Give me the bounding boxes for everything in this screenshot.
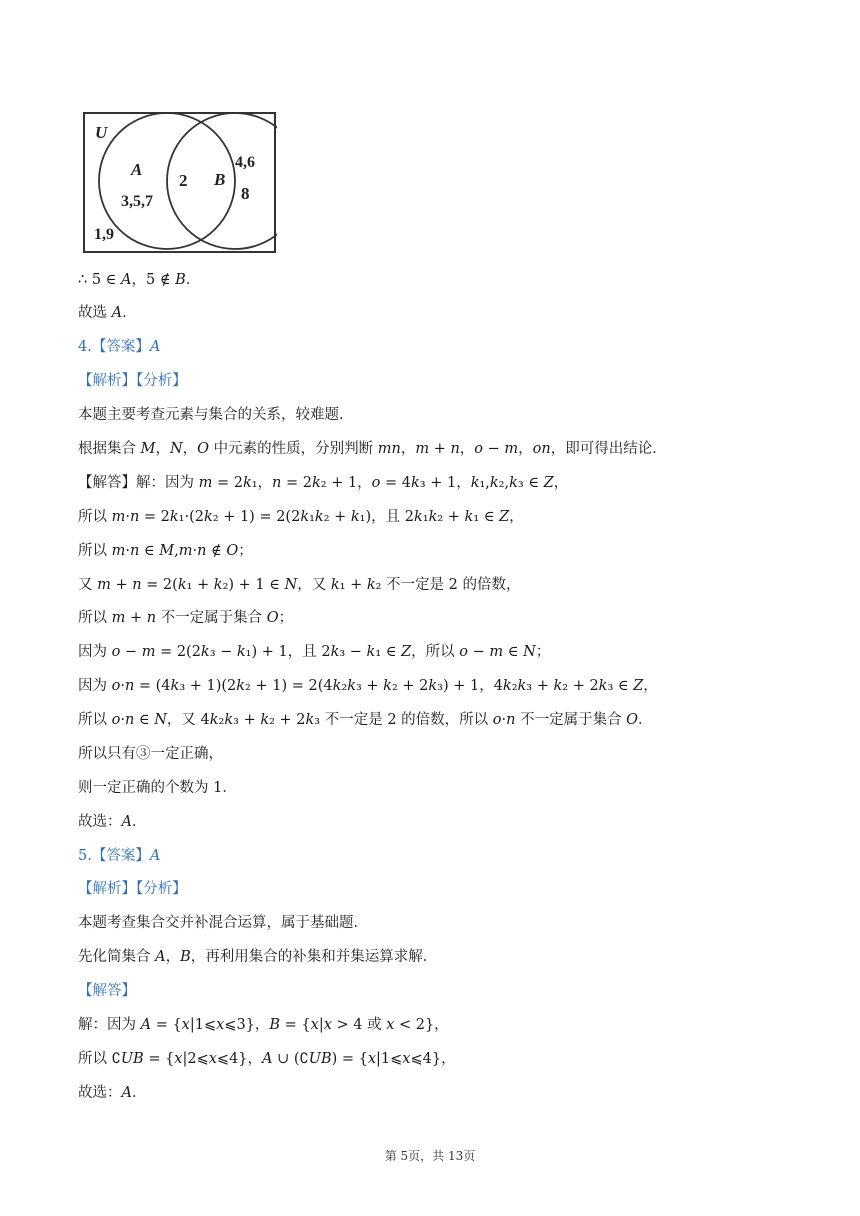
text-line: 所以只有③一定正确， <box>78 746 223 762</box>
text-line: 故选：𝐴． <box>78 814 147 830</box>
solution-heading: 【解答】 <box>78 983 136 999</box>
analysis-heading: 【解析】【分析】 <box>78 881 187 897</box>
text-line: 所以 𝑚·𝑛 ∈ 𝑀,𝑚·𝑛 ∉ 𝑂； <box>78 543 253 559</box>
text-line: 因为 𝑜·𝑛 = (4𝑘₃ + 1)(2𝑘₂ + 1) = 2(4𝑘₂𝑘₃ + 𝑘₂ + 2𝑘₃) + 1，4𝑘₂𝑘₃ + 𝑘₂ + 2𝑘₃ ∈ 𝑍， <box>78 678 658 694</box>
text-line: 所以 𝑚 + 𝑛 不一定属于集合 𝑂； <box>78 610 294 626</box>
text-line: 又 𝑚 + 𝑛 = 2(𝑘₁ + 𝑘₂) + 1 ∈ 𝑁，又 𝑘₁ + 𝑘₂ 不一定是 2 的倍数， <box>78 577 521 593</box>
venn-diagram <box>83 112 277 254</box>
text-line: 所以 𝑚·𝑛 = 2𝑘₁·(2𝑘₂ + 1) = 2(2𝑘₁𝑘₂ + 𝑘₁)，且 2𝑘₁𝑘₂ + 𝑘₁ ∈ 𝑍， <box>78 509 524 525</box>
set-b-only-elements-bottom: 8 <box>241 184 250 203</box>
text-line: 【解答】解：因为 𝑚 = 2𝑘₁，𝑛 = 2𝑘₂ + 1，𝑜 = 4𝑘₃ + 1，𝑘₁,𝑘₂,𝑘₃ ∈ 𝑍， <box>78 475 569 491</box>
text-line: 则一定正确的个数为 1． <box>78 780 237 796</box>
set-a-only-elements: 3,5,7 <box>121 193 153 210</box>
text-line: 先化简集合 𝐴，𝐵，再利用集合的补集和并集运算求解． <box>78 949 438 965</box>
text-line: 所以 𝑜·𝑛 ∈ 𝑁，又 4𝑘₂𝑘₃ + 𝑘₂ + 2𝑘₃ 不一定是 2 的倍数，所以 𝑜·𝑛 不一定属于集合 𝑂． <box>78 712 653 728</box>
analysis-heading: 【解析】【分析】 <box>78 373 187 389</box>
text-line: 本题考查集合交并补混合运算，属于基础题． <box>78 915 368 931</box>
text-line: 因为 𝑜 − 𝑚 = 2(2𝑘₃ − 𝑘₁) + 1，且 2𝑘₃ − 𝑘₁ ∈ 𝑍，所以 𝑜 − 𝑚 ∈ 𝑁； <box>78 644 551 660</box>
answer-heading-5: 5.【答案】𝐴 <box>78 848 161 864</box>
text-line: ∴ 5 ∈ 𝐴，5 ∉ 𝐵． <box>78 272 201 288</box>
page-footer: 第 5页，共 13页 <box>384 1149 476 1163</box>
intersection-elements: 2 <box>179 171 188 190</box>
set-b-label: B <box>214 170 226 189</box>
answer-heading-4: 4.【答案】𝐴 <box>78 339 161 355</box>
set-b-only-elements-top: 4,6 <box>235 154 255 171</box>
text-line: 故选 𝐴． <box>78 305 137 321</box>
set-a-label: A <box>131 160 143 179</box>
text-line: 所以 ∁𝑈𝐵 = {𝑥|2⩽𝑥⩽4}，𝐴 ∪ (∁𝑈𝐵) = {𝑥|1⩽𝑥⩽4}， <box>78 1051 456 1067</box>
text-line: 本题主要考查元素与集合的关系，较难题． <box>78 407 354 423</box>
text-line: 故选：𝐴． <box>78 1085 147 1101</box>
text-line: 根据集合 𝑀，𝑁，𝑂 中元素的性质，分别判断 𝑚𝑛，𝑚 + 𝑛，𝑜 − 𝑚，𝑜𝑛，即可得出结论． <box>78 441 667 457</box>
universe-label: U <box>95 123 108 142</box>
outside-elements: 1,9 <box>94 226 114 243</box>
text-line: 解：因为 𝐴 = {𝑥|1⩽𝑥⩽3}，𝐵 = {𝑥|𝑥 > 4 或 𝑥 < 2}， <box>78 1017 449 1033</box>
